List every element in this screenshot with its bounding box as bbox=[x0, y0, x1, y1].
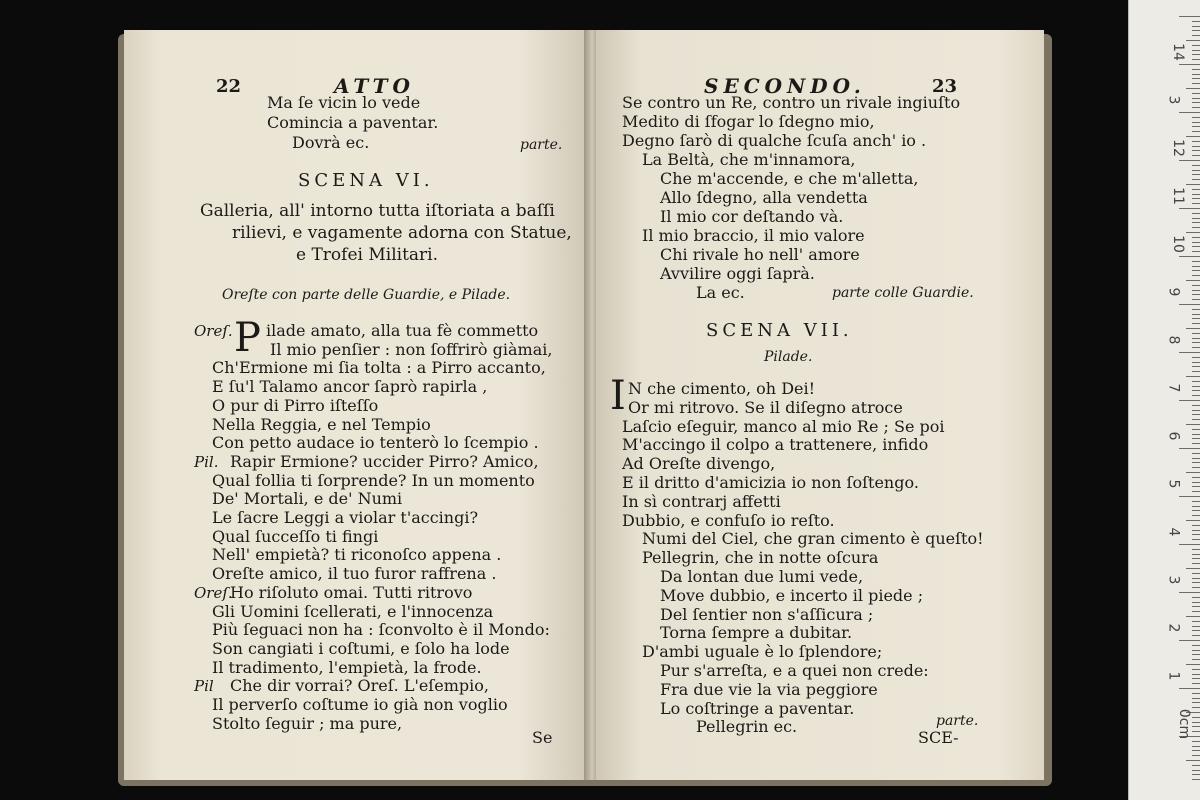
ruler-number: 11 bbox=[1169, 187, 1186, 205]
ruler-tick bbox=[1186, 40, 1200, 41]
verse-line: Or mi ritrovo. Se il diſegno atroce bbox=[628, 397, 903, 417]
ruler-number: 3 bbox=[1165, 95, 1182, 105]
ruler-tick bbox=[1192, 170, 1200, 171]
ruler-tick bbox=[1192, 203, 1200, 204]
ruler-tick bbox=[1192, 717, 1200, 718]
verse-line: N che cimento, oh Dei! bbox=[628, 379, 816, 398]
speaker-label: Oreſ. bbox=[194, 583, 233, 602]
ruler-tick bbox=[1192, 410, 1200, 411]
ruler-tick bbox=[1192, 606, 1200, 607]
ruler-tick bbox=[1179, 400, 1200, 401]
ruler-tick bbox=[1192, 477, 1200, 478]
ruler-tick bbox=[1192, 515, 1200, 516]
ruler-tick bbox=[1186, 760, 1200, 761]
ruler-number: 5 bbox=[1165, 479, 1182, 489]
ruler-tick bbox=[1192, 342, 1200, 343]
ruler-tick bbox=[1192, 683, 1200, 684]
ruler-tick bbox=[1179, 352, 1200, 353]
page-number: 22 bbox=[216, 76, 242, 97]
ruler-tick bbox=[1192, 141, 1200, 142]
ruler-tick bbox=[1192, 698, 1200, 699]
ruler-tick bbox=[1192, 558, 1200, 559]
ruler-tick bbox=[1192, 74, 1200, 75]
verse-line: E ſu'l Talamo ancor ſaprò rapirla , bbox=[212, 377, 488, 397]
ruler-tick bbox=[1192, 659, 1200, 660]
ruler-tick bbox=[1192, 597, 1200, 598]
ruler-tick bbox=[1192, 630, 1200, 631]
ruler-tick bbox=[1192, 50, 1200, 51]
ruler-tick bbox=[1179, 112, 1200, 113]
verse-line: Il mio cor deſtando và. bbox=[660, 207, 844, 226]
ruler-tick bbox=[1179, 640, 1200, 641]
verse-line: Allo ſdegno, alla vendetta bbox=[660, 188, 868, 207]
verse-line: Pur s'arreſta, e a quei non crede: bbox=[660, 661, 929, 680]
ruler-tick bbox=[1179, 496, 1200, 497]
verse-line: Con petto audace io tenterò lo ſcempio . bbox=[212, 433, 539, 453]
ruler-tick bbox=[1192, 78, 1200, 79]
ruler-tick bbox=[1192, 333, 1200, 334]
verse-line: Nell' empietà? ti riconoſco appena . bbox=[212, 545, 502, 565]
ruler-tick bbox=[1192, 395, 1200, 396]
ruler-tick bbox=[1192, 741, 1200, 742]
ruler-tick bbox=[1192, 587, 1200, 588]
exit-note: parte colle Guardie. bbox=[832, 285, 974, 301]
ruler-tick bbox=[1186, 616, 1200, 617]
ruler-tick bbox=[1192, 93, 1200, 94]
ruler-number: 10 bbox=[1169, 235, 1186, 253]
verse-line: Il mio penſier : non ſoffrirò giàmai, bbox=[270, 339, 553, 359]
verse-line: Le ſacre Leggi a violar t'accingi? bbox=[212, 508, 479, 527]
ruler-tick bbox=[1192, 539, 1200, 540]
ruler-tick bbox=[1179, 256, 1200, 257]
ruler-tick bbox=[1192, 179, 1200, 180]
verse-line: Più ſeguaci non ha : ſconvolto è il Mondo: bbox=[212, 620, 550, 640]
ruler-tick bbox=[1179, 64, 1200, 65]
ruler-tick bbox=[1192, 347, 1200, 348]
ruler-tick bbox=[1192, 645, 1200, 646]
ruler-tick bbox=[1186, 184, 1200, 185]
ruler-tick bbox=[1192, 462, 1200, 463]
ruler-tick bbox=[1192, 294, 1200, 295]
verse-line: Gli Uomini ſcellerati, e l'innocenza bbox=[212, 601, 494, 621]
ruler-tick bbox=[1192, 779, 1200, 780]
drop-cap: I bbox=[610, 373, 626, 419]
ruler-tick bbox=[1186, 424, 1200, 425]
verse-line: Qual follia ti ſorprende? In un momento bbox=[212, 470, 535, 490]
ruler-tick bbox=[1192, 371, 1200, 372]
text-line: Dovrà ec. bbox=[292, 133, 370, 152]
ruler-tick bbox=[1192, 669, 1200, 670]
ruler-tick bbox=[1192, 731, 1200, 732]
ruler-tick bbox=[1192, 578, 1200, 579]
ruler-tick bbox=[1192, 21, 1200, 22]
verse-line: Pellegrin, che in notte oſcura bbox=[642, 548, 879, 568]
ruler-tick bbox=[1192, 69, 1200, 70]
ruler-tick bbox=[1192, 290, 1200, 291]
ruler-tick bbox=[1192, 218, 1200, 219]
ruler-number: 9 bbox=[1165, 287, 1182, 297]
ruler-tick bbox=[1192, 338, 1200, 339]
verse-line: De' Mortali, e de' Numi bbox=[212, 489, 403, 509]
ruler-tick bbox=[1192, 525, 1200, 526]
ruler-tick bbox=[1192, 227, 1200, 228]
drop-cap: P bbox=[234, 315, 261, 361]
ruler-tick bbox=[1192, 366, 1200, 367]
ruler-tick bbox=[1192, 486, 1200, 487]
ruler-tick bbox=[1192, 285, 1200, 286]
ruler-tick bbox=[1192, 491, 1200, 492]
verse-line: Dubbio, e confuſo io reſto. bbox=[622, 510, 835, 530]
verse-line: Il tradimento, l'empietà, la frode. bbox=[212, 657, 482, 677]
ruler-tick bbox=[1192, 270, 1200, 271]
verse-line: Ch'Ermione mi ſia tolta : a Pirro accanto, bbox=[212, 358, 546, 378]
ruler-tick bbox=[1186, 664, 1200, 665]
ruler-tick bbox=[1192, 405, 1200, 406]
ruler-tick bbox=[1192, 117, 1200, 118]
ruler-tick bbox=[1186, 472, 1200, 473]
ruler-tick bbox=[1192, 390, 1200, 391]
speaker-label: Oreſ. bbox=[194, 322, 233, 340]
ruler-tick bbox=[1192, 573, 1200, 574]
ruler-tick bbox=[1192, 174, 1200, 175]
ruler-tick bbox=[1192, 458, 1200, 459]
ruler-tick bbox=[1192, 506, 1200, 507]
verse-line: Pellegrin ec. bbox=[696, 717, 798, 737]
verse-line: Del ſentier non s'aſſicura ; bbox=[660, 604, 874, 624]
ruler-tick bbox=[1192, 189, 1200, 190]
ruler-tick bbox=[1192, 770, 1200, 771]
ruler-tick bbox=[1192, 621, 1200, 622]
verse-line: Rapir Ermione? uccider Pirro? Amico, bbox=[230, 451, 539, 471]
ruler-tick bbox=[1179, 160, 1200, 161]
ruler-tick bbox=[1192, 266, 1200, 267]
ruler-tick bbox=[1192, 650, 1200, 651]
text-line: Ma ſe vicin lo vede bbox=[267, 93, 421, 112]
text-line: Comincia a paventar. bbox=[267, 113, 439, 132]
ruler-tick bbox=[1192, 678, 1200, 679]
verse-line: Numi del Ciel, che gran cimento è queſto! bbox=[642, 529, 984, 549]
verse-line: Oreſte amico, il tuo furor raffrena . bbox=[212, 564, 497, 584]
verse-line: Chi rivale ho nell' amore bbox=[660, 245, 860, 264]
ruler-tick bbox=[1192, 131, 1200, 132]
ruler-tick bbox=[1192, 59, 1200, 60]
ruler-tick bbox=[1192, 482, 1200, 483]
ruler-tick bbox=[1192, 429, 1200, 430]
verse-line: Laſcio eſeguir, manco al mio Re ; Se poi bbox=[622, 416, 945, 436]
scene-title: SCENA VI. bbox=[298, 170, 434, 191]
ruler-number: 0cm bbox=[1176, 708, 1193, 740]
ruler-tick bbox=[1186, 520, 1200, 521]
ruler-tick bbox=[1192, 563, 1200, 564]
ruler-tick bbox=[1192, 251, 1200, 252]
verse-line: Che dir vorrai? Oreſ. L'eſempio, bbox=[230, 676, 489, 696]
verse-line: Il mio braccio, il mio valore bbox=[642, 226, 865, 245]
ruler-tick bbox=[1192, 213, 1200, 214]
ruler-tick bbox=[1192, 275, 1200, 276]
measuring-ruler bbox=[1128, 0, 1200, 800]
ruler-tick bbox=[1186, 280, 1200, 281]
verse-line: Il perverſo coſtume io già non voglio bbox=[212, 695, 508, 714]
ruler-tick bbox=[1192, 707, 1200, 708]
ruler-tick bbox=[1192, 357, 1200, 358]
ruler-tick bbox=[1192, 146, 1200, 147]
ruler-tick bbox=[1192, 438, 1200, 439]
ruler-tick bbox=[1179, 16, 1200, 17]
ruler-number: 6 bbox=[1165, 431, 1182, 441]
verse-line: Torna ſempre a dubitar. bbox=[660, 623, 853, 643]
verse-line: E il dritto d'amicizia io non ſoſtengo. bbox=[622, 473, 919, 492]
ruler-tick bbox=[1192, 654, 1200, 655]
ruler-tick bbox=[1192, 261, 1200, 262]
ruler-number: 8 bbox=[1165, 335, 1182, 345]
catchword: Se bbox=[532, 728, 553, 747]
ruler-tick bbox=[1192, 198, 1200, 199]
ruler-tick bbox=[1192, 237, 1200, 238]
verse-line: Degno ſarò di qualche ſcuſa anch' io . bbox=[622, 131, 927, 150]
verse-line: In sì contrarj affetti bbox=[622, 491, 781, 511]
ruler-tick bbox=[1192, 534, 1200, 535]
ruler-tick bbox=[1192, 122, 1200, 123]
verse-line: ilade amato, alla tua fè commetto bbox=[266, 321, 539, 340]
ruler-tick bbox=[1192, 554, 1200, 555]
verse-line: Ad Oreſte divengo, bbox=[622, 454, 776, 474]
ruler-tick bbox=[1192, 381, 1200, 382]
ruler-tick bbox=[1192, 323, 1200, 324]
ruler-tick bbox=[1192, 510, 1200, 511]
verse-line: Qual ſucceſſo ti fingi bbox=[212, 526, 379, 546]
ruler-tick bbox=[1192, 45, 1200, 46]
ruler-tick bbox=[1192, 165, 1200, 166]
ruler-tick bbox=[1192, 246, 1200, 247]
ruler-tick bbox=[1192, 419, 1200, 420]
ruler-tick bbox=[1179, 448, 1200, 449]
speaker-label: Pil. bbox=[194, 452, 219, 471]
verse-line: Fra due vie la via peggiore bbox=[660, 679, 878, 699]
verse-line: O pur di Pirro iſteſſo bbox=[212, 395, 379, 415]
ruler-tick bbox=[1192, 30, 1200, 31]
ruler-tick bbox=[1192, 314, 1200, 315]
running-head: ATTO bbox=[334, 74, 415, 98]
ruler-number: 12 bbox=[1169, 139, 1186, 157]
cast-list: Oreſte con parte delle Guardie, e Pilade. bbox=[222, 287, 511, 303]
ruler-tick bbox=[1179, 208, 1200, 209]
scene-title: SCENA VII. bbox=[706, 320, 853, 341]
ruler-number: 7 bbox=[1165, 383, 1182, 393]
verse-line: Avvilire oggi ſaprà. bbox=[660, 264, 815, 283]
ruler-tick bbox=[1192, 765, 1200, 766]
ruler-tick bbox=[1192, 549, 1200, 550]
catchword: SCE- bbox=[918, 728, 959, 747]
ruler-tick bbox=[1192, 693, 1200, 694]
ruler-tick bbox=[1192, 98, 1200, 99]
ruler-tick bbox=[1192, 318, 1200, 319]
ruler-tick bbox=[1186, 88, 1200, 89]
ruler-tick bbox=[1192, 386, 1200, 387]
verse-line: Nella Reggia, e nel Tempio bbox=[212, 414, 431, 434]
ruler-number: 14 bbox=[1169, 43, 1186, 61]
ruler-tick bbox=[1192, 362, 1200, 363]
ruler-tick bbox=[1179, 304, 1200, 305]
exit-note: parte. bbox=[520, 137, 563, 153]
ruler-tick bbox=[1192, 501, 1200, 502]
cast-list: Pilade. bbox=[764, 349, 813, 365]
ruler-tick bbox=[1192, 54, 1200, 55]
verse-line: La Beltà, che m'innamora, bbox=[642, 150, 856, 169]
left-page bbox=[124, 30, 588, 780]
running-head: SECONDO. bbox=[704, 74, 866, 98]
ruler-tick bbox=[1179, 688, 1200, 689]
ruler-tick bbox=[1192, 702, 1200, 703]
ruler-tick bbox=[1192, 774, 1200, 775]
ruler-tick bbox=[1192, 443, 1200, 444]
ruler-tick bbox=[1192, 726, 1200, 727]
ruler-tick bbox=[1192, 194, 1200, 195]
ruler-tick bbox=[1192, 635, 1200, 636]
right-page bbox=[596, 30, 1044, 780]
ruler-tick bbox=[1192, 722, 1200, 723]
verse-line: Ho riſoluto omai. Tutti ritrovo bbox=[230, 582, 473, 602]
scene-setting: e Trofei Militari. bbox=[296, 245, 439, 265]
ruler-tick bbox=[1192, 222, 1200, 223]
ruler-tick bbox=[1192, 414, 1200, 415]
ruler-number: 3 bbox=[1165, 575, 1182, 585]
page-number: 23 bbox=[932, 76, 958, 97]
ruler-tick bbox=[1192, 582, 1200, 583]
ruler-tick bbox=[1192, 626, 1200, 627]
ruler-tick bbox=[1192, 467, 1200, 468]
ruler-tick bbox=[1192, 674, 1200, 675]
verse-line: Che m'accende, e che m'alletta, bbox=[660, 169, 919, 188]
ruler-tick bbox=[1192, 102, 1200, 103]
ruler-tick bbox=[1192, 453, 1200, 454]
ruler-tick bbox=[1179, 544, 1200, 545]
ruler-tick bbox=[1192, 434, 1200, 435]
ruler-tick bbox=[1192, 150, 1200, 151]
exit-note: parte. bbox=[936, 713, 979, 729]
ruler-tick bbox=[1192, 530, 1200, 531]
ruler-tick bbox=[1192, 155, 1200, 156]
verse-line: M'accingo il colpo a trattenere, infido bbox=[622, 435, 929, 455]
verse-line: La ec. bbox=[696, 283, 745, 302]
verse-line: Se contro un Re, contro un rivale ingiuſto bbox=[622, 93, 961, 112]
ruler-tick bbox=[1192, 309, 1200, 310]
verse-line: Lo coſtringe a paventar. bbox=[660, 698, 855, 718]
ruler-tick bbox=[1192, 26, 1200, 27]
ruler-tick bbox=[1192, 299, 1200, 300]
ruler-tick bbox=[1192, 107, 1200, 108]
ruler-tick bbox=[1186, 328, 1200, 329]
ruler-number: 2 bbox=[1165, 623, 1182, 633]
ruler-tick bbox=[1192, 746, 1200, 747]
ruler-tick bbox=[1192, 83, 1200, 84]
ruler-tick bbox=[1192, 611, 1200, 612]
verse-line: Da lontan due lumi vede, bbox=[660, 567, 864, 586]
ruler-tick bbox=[1192, 602, 1200, 603]
ruler-tick bbox=[1192, 35, 1200, 36]
verse-line: Stolto ſeguir ; ma pure, bbox=[212, 713, 403, 733]
verse-line: Medito di ſfogar lo ſdegno mio, bbox=[622, 112, 875, 131]
ruler-tick bbox=[1186, 568, 1200, 569]
ruler-number: 1 bbox=[1165, 671, 1182, 681]
verse-line: Move dubbio, e incerto il piede ; bbox=[660, 585, 924, 605]
ruler-tick bbox=[1186, 232, 1200, 233]
ruler-tick bbox=[1186, 376, 1200, 377]
scene-setting: Galleria, all' intorno tutta iſtoriata a baſſi bbox=[200, 201, 555, 221]
ruler-tick bbox=[1179, 592, 1200, 593]
ruler-tick bbox=[1192, 126, 1200, 127]
scene-setting: rilievi, e vagamente adorna con Statue, bbox=[232, 223, 572, 243]
ruler-number: 4 bbox=[1165, 527, 1182, 537]
verse-line: Son cangiati i coſtumi, e ſolo ha lode bbox=[212, 638, 510, 658]
ruler-tick bbox=[1192, 242, 1200, 243]
ruler-tick bbox=[1186, 136, 1200, 137]
ruler-tick bbox=[1192, 750, 1200, 751]
verse-line: D'ambi uguale è lo ſplendore; bbox=[642, 642, 883, 662]
ruler-tick bbox=[1192, 755, 1200, 756]
speaker-label: Pil bbox=[194, 677, 214, 696]
